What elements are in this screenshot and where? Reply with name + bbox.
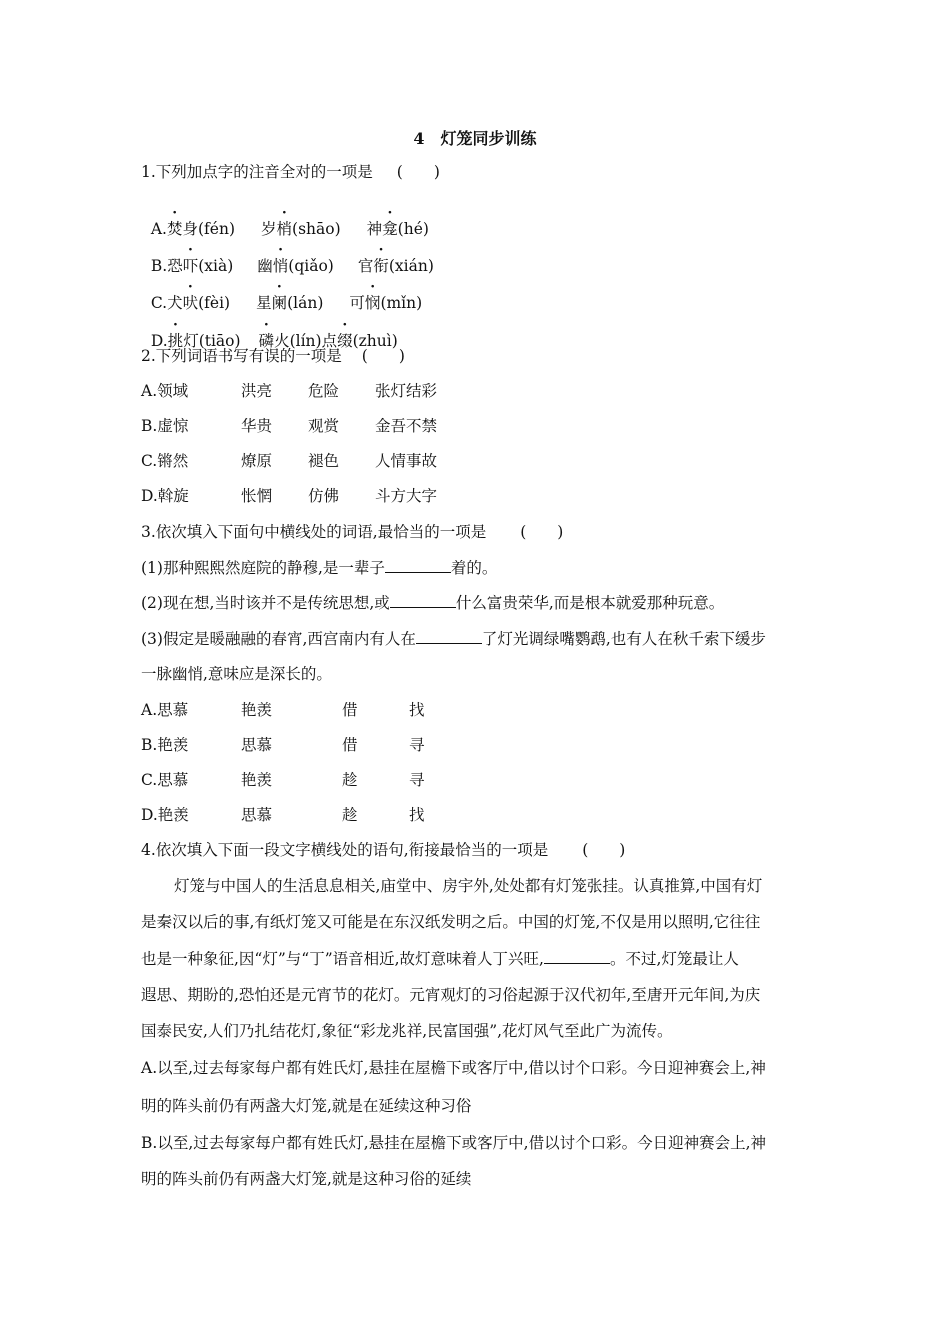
q3-answer-paren: ( ) (520, 523, 564, 541)
q3-a-3: 借 (342, 701, 358, 719)
q3-c-2: 艳羡 (241, 771, 273, 789)
pinyin: (hé) (397, 220, 429, 238)
dotted-char: 吓 (182, 257, 199, 275)
fill-blank (385, 557, 451, 573)
char: 星 (256, 294, 272, 312)
q2-a-3: 危险 (308, 382, 340, 400)
q2-a-2: 洪亮 (241, 382, 273, 400)
q1-answer-paren: ( ) (396, 163, 440, 181)
q1-option-d (141, 311, 398, 351)
fill-blank (416, 628, 482, 644)
q4-passage-line-2: 是秦汉以后的事,有纸灯笼又可能是在东汉纸发明之后。中国的灯笼,不仅是用以照明,它往往 (141, 913, 761, 931)
pinyin: (xià) (198, 257, 234, 275)
char: 岁 (261, 220, 277, 238)
pinyin: (shāo) (292, 220, 341, 238)
dotted-char: 焚 (166, 220, 183, 238)
q3-c-3: 趁 (342, 771, 358, 789)
q3-b-3: 借 (342, 736, 358, 754)
q3-c-1: C.思慕 (141, 771, 189, 789)
dotted-char: 阑 (271, 294, 288, 312)
q4-passage-line-1: 灯笼与中国人的生活息息相关,庙堂中、房宇外,处处都有灯笼张挂。认真推算,中国有灯 (174, 877, 763, 895)
q2-stem (141, 346, 405, 366)
option-label: C. (150, 294, 168, 312)
dotted-char: 梢 (276, 220, 293, 238)
q4-stem (141, 840, 625, 860)
passage-text: 也是一种象征,因“灯”与“丁”语音相近,故灯意味着人丁兴旺, (141, 950, 544, 968)
q4-option-a-line-2: 明的阵头前仍有两盏大灯笼,就是在延续这种习俗 (141, 1097, 472, 1115)
dotted-char: 悯 (364, 294, 381, 312)
q3-d-3: 趁 (342, 806, 358, 824)
q3-d-2: 思慕 (241, 806, 273, 824)
q3-a-2: 艳羡 (241, 701, 273, 719)
char: 恐 (167, 257, 183, 275)
q3-sentence-3 (141, 628, 766, 649)
option-label: B. (150, 257, 168, 275)
q2-b-1: B.虚惊 (141, 417, 189, 435)
char: 幽 (257, 257, 273, 275)
dotted-char: 缀 (337, 332, 353, 350)
fill-blank (390, 592, 456, 608)
pinyin: (fèi) (198, 294, 231, 312)
pinyin: (lán) (287, 294, 324, 312)
fill-blank (544, 948, 610, 964)
q2-c-3: 褪色 (308, 452, 340, 470)
q1-option-b (141, 236, 434, 276)
q3-stem-text: 3.依次填入下面句中横线处的词语,最恰当的一项是 (141, 523, 487, 541)
q4-option-b-line-1: B.以至,过去每家每户都有姓氏灯,悬挂在屋檐下或客厅中,借以讨个口彩。今日迎神赛会上,神 (141, 1134, 767, 1152)
q2-b-2: 华贵 (241, 417, 273, 435)
q3-a-4: 找 (409, 701, 425, 719)
dotted-char: 衔 (373, 257, 389, 275)
sentence-text: (2)现在想,当时该并不是传统思想,或 (141, 594, 390, 612)
q3-sentence-3-cont: 一脉幽悄,意味应是深长的。 (141, 665, 332, 683)
q4-answer-paren: ( ) (582, 841, 626, 859)
char: 官 (357, 257, 374, 275)
char: 神 (366, 220, 383, 238)
dotted-char: 吠 (182, 294, 199, 312)
sentence-text: (1)那种熙熙然庭院的静穆,是一辈子 (141, 559, 385, 577)
q2-c-2: 燎原 (241, 452, 273, 470)
sentence-text: 着的。 (450, 559, 498, 577)
pinyin: (zhuì) (352, 332, 398, 350)
dotted-char: 悄 (272, 257, 289, 275)
q3-b-1: B.艳羡 (141, 736, 189, 754)
page-title: 4 灯笼同步训练 (413, 129, 537, 148)
q1-stem-text: 1.下列加点字的注音全对的一项是 (141, 163, 373, 181)
q2-stem-text: 2.下列词语书写有误的一项是 (141, 347, 342, 365)
q4-passage-line-5: 国泰民安,人们乃扎结花灯,象征“彩龙兆祥,民富国强”,花灯风气至此广为流传。 (141, 1022, 673, 1040)
q3-c-4: 寻 (409, 771, 425, 789)
pinyin: (xián) (388, 257, 434, 275)
q2-d-3: 仿佛 (308, 487, 340, 505)
q2-d-1: D.斡旋 (141, 487, 189, 505)
q4-passage-line-3 (141, 948, 739, 969)
sentence-text: 什么富贵荣华,而是根本就爱那种玩意。 (455, 594, 725, 612)
q3-sentence-2 (141, 592, 724, 613)
q2-a-4: 张灯结彩 (375, 382, 438, 400)
q3-stem (141, 522, 563, 542)
q4-passage-line-4: 遐思、期盼的,恐怕还是元宵节的花灯。元宵观灯的习俗起源于汉代初年,至唐开元年间,为庆 (141, 986, 761, 1004)
q3-b-4: 寻 (409, 736, 425, 754)
passage-text: 。不过,灯笼最让人 (609, 950, 739, 968)
pinyin: 身(fén) (182, 220, 235, 238)
sentence-text: (3)假定是暖融融的春宵,西宫南内有人在 (141, 630, 416, 648)
q3-b-2: 思慕 (241, 736, 273, 754)
q2-d-2: 怅惘 (241, 487, 273, 505)
char: 犬 (167, 294, 183, 312)
option-label: A. (150, 220, 167, 238)
q2-a-1: A.领域 (141, 382, 189, 400)
q4-option-b-line-2: 明的阵头前仍有两盏大灯笼,就是这种习俗的延续 (141, 1170, 472, 1188)
char: 可 (349, 294, 365, 312)
q1-stem (141, 162, 440, 182)
q2-c-4: 人情事故 (375, 452, 438, 470)
sentence-text: 了灯光调绿嘴鹦鹉,也有人在秋千索下缓步 (481, 630, 766, 648)
q2-b-4: 金吾不禁 (375, 417, 438, 435)
dotted-char: 磷 (258, 332, 275, 350)
q2-c-1: C.锵然 (141, 452, 189, 470)
pinyin: (mǐn) (380, 294, 423, 312)
q2-b-3: 观赏 (308, 417, 340, 435)
q1-option-a (141, 199, 429, 239)
dotted-char: 龛 (382, 220, 398, 238)
pinyin: (qiǎo) (288, 257, 334, 275)
pinyin: 灯(tiāo) (183, 332, 241, 350)
q4-option-a-line-1: A.以至,过去每家每户都有姓氏灯,悬挂在屋檐下或客厅中,借以讨个口彩。今日迎神赛会上,神 (141, 1059, 766, 1077)
pinyin: 火(lín)点 (274, 332, 338, 350)
q1-option-c (141, 273, 422, 313)
option-label: D. (150, 332, 168, 350)
dotted-char: 挑 (167, 332, 184, 350)
q3-a-1: A.思慕 (141, 701, 189, 719)
q3-sentence-1 (141, 557, 497, 578)
q3-d-1: D.艳羡 (141, 806, 189, 824)
q2-d-4: 斗方大字 (375, 487, 438, 505)
q3-d-4: 找 (409, 806, 425, 824)
q4-stem-text: 4.依次填入下面一段文字横线处的语句,衔接最恰当的一项是 (141, 841, 549, 859)
q2-answer-paren: ( ) (361, 347, 405, 365)
